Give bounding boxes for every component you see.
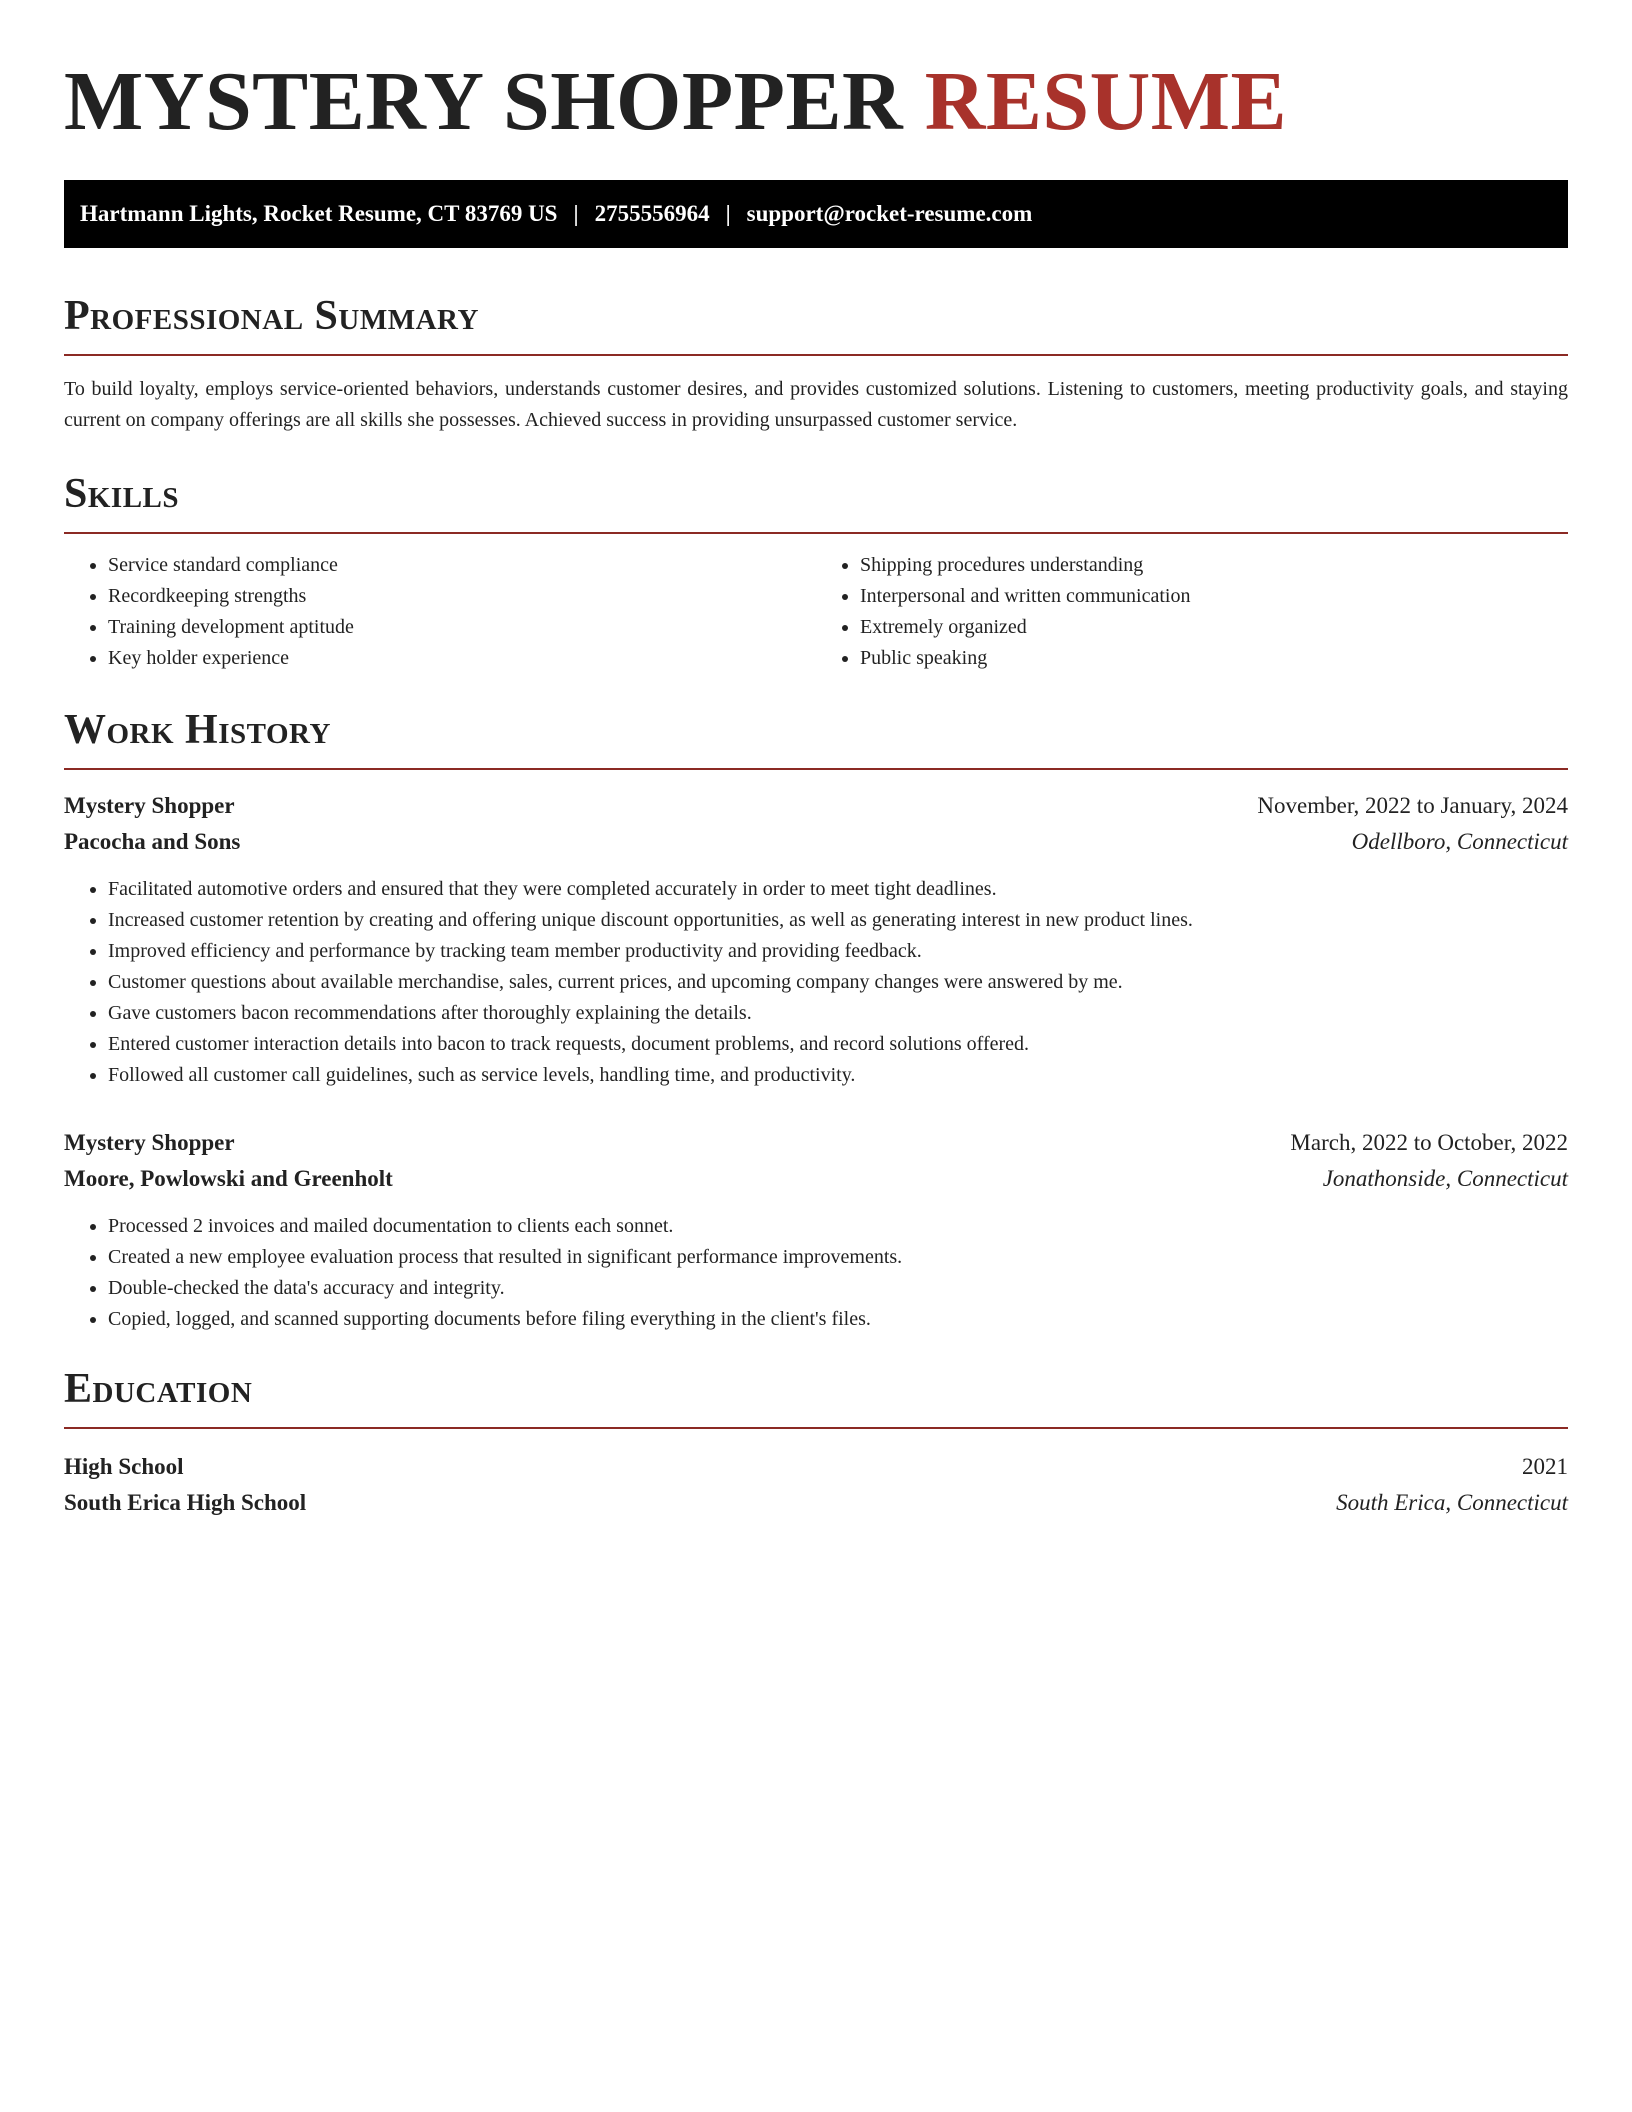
job-bullet: • Increased customer retention by creating and offering unique discount opportunities, as well as generating interest in new product lines. xyxy=(108,905,1568,936)
skill-item: • Extremely organized xyxy=(860,612,1568,643)
job-entry xyxy=(64,1125,1568,1335)
contact-bar xyxy=(64,180,1568,248)
job-entry xyxy=(64,788,1568,1091)
job-header-row xyxy=(64,788,1568,824)
education-location: South Erica, Connecticut xyxy=(1336,1490,1568,1515)
job-bullet: • Gave customers bacon recommendations after thoroughly explaining the details. xyxy=(108,998,1568,1029)
education-degree: High School xyxy=(64,1454,184,1479)
job-title: Mystery Shopper xyxy=(64,1130,235,1155)
skill-item: • Recordkeeping strengths xyxy=(108,581,816,612)
job-bullet: • Processed 2 invoices and mailed documentation to clients each sonnet. xyxy=(108,1211,1568,1242)
job-title: Mystery Shopper xyxy=(64,793,235,818)
section-divider xyxy=(64,768,1568,770)
skill-item: • Public speaking xyxy=(860,643,1568,674)
job-bullet: • Copied, logged, and scanned supporting documents before filing everything in the client's files. xyxy=(108,1304,1568,1335)
contact-phone: 2755556964 xyxy=(594,201,710,226)
education-entry xyxy=(64,1449,1568,1521)
job-bullet: • Double-checked the data's accuracy and integrity. xyxy=(108,1273,1568,1304)
section-divider xyxy=(64,532,1568,534)
skill-item: • Interpersonal and written communication xyxy=(860,581,1568,612)
job-dates: November, 2022 to January, 2024 xyxy=(1257,793,1568,818)
job-header-row xyxy=(64,1125,1568,1161)
summary-section xyxy=(64,288,1568,436)
skills-heading: Skills xyxy=(64,471,180,517)
job-bullet: • Created a new employee evaluation process that resulted in significant performance improvements. xyxy=(108,1242,1568,1273)
work-history-section xyxy=(64,702,1568,1335)
job-bullet: • Followed all customer call guidelines, such as service levels, handling time, and productivity. xyxy=(108,1060,1568,1091)
education-degree-row xyxy=(64,1449,1568,1485)
education-year: 2021 xyxy=(1522,1454,1568,1479)
job-bullets xyxy=(64,1211,1568,1335)
job-dates: March, 2022 to October, 2022 xyxy=(1290,1130,1568,1155)
section-divider xyxy=(64,1427,1568,1429)
work-history-heading: Work History xyxy=(64,707,331,753)
contact-email: support@rocket-resume.com xyxy=(746,201,1033,226)
section-divider xyxy=(64,354,1568,356)
skill-item: • Shipping procedures understanding xyxy=(860,550,1568,581)
job-bullet: • Entered customer interaction details into bacon to track requests, document problems, and record solutions offered. xyxy=(108,1029,1568,1060)
skills-grid xyxy=(64,550,1568,674)
job-bullet: • Customer questions about available merchandise, sales, current prices, and upcoming company changes were answered by me. xyxy=(108,967,1568,998)
contact-separator: | xyxy=(573,201,579,226)
job-location: Jonathonside, Connecticut xyxy=(1322,1166,1568,1191)
education-school-row xyxy=(64,1485,1568,1521)
title-main: MYSTERY SHOPPER xyxy=(64,55,904,148)
job-company-row xyxy=(64,1161,1568,1197)
summary-heading: Professional Summary xyxy=(64,293,479,339)
job-company: Moore, Powlowski and Greenholt xyxy=(64,1166,393,1191)
resume-title xyxy=(64,52,1568,152)
skills-section xyxy=(64,466,1568,674)
contact-separator: | xyxy=(725,201,731,226)
job-bullet: • Improved efficiency and performance by tracking team member productivity and providing feedback. xyxy=(108,936,1568,967)
job-bullets xyxy=(64,874,1568,1091)
job-bullet: • Facilitated automotive orders and ensured that they were completed accurately in order to meet tight deadlines. xyxy=(108,874,1568,905)
education-school: South Erica High School xyxy=(64,1490,307,1515)
job-location: Odellboro, Connecticut xyxy=(1351,829,1568,854)
contact-address: Hartmann Lights, Rocket Resume, CT 83769 US xyxy=(80,201,558,226)
education-heading: Education xyxy=(64,1366,253,1412)
title-accent: RESUME xyxy=(924,55,1288,148)
education-section xyxy=(64,1361,1568,1521)
summary-text: To build loyalty, employs service-oriented behaviors, understands customer desires, and provides customized solutions. Listening to customers, meeting productivity goals, and staying current on company offerings are all skills she possesses. Achieved success in providing unsurpassed customer service. xyxy=(64,378,1568,431)
skill-item: • Training development aptitude xyxy=(108,612,816,643)
skill-item: • Service standard compliance xyxy=(108,550,816,581)
job-company-row xyxy=(64,824,1568,860)
skills-list-left xyxy=(64,550,816,674)
skills-list-right xyxy=(816,550,1568,674)
skill-item: • Key holder experience xyxy=(108,643,816,674)
job-company: Pacocha and Sons xyxy=(64,829,241,854)
